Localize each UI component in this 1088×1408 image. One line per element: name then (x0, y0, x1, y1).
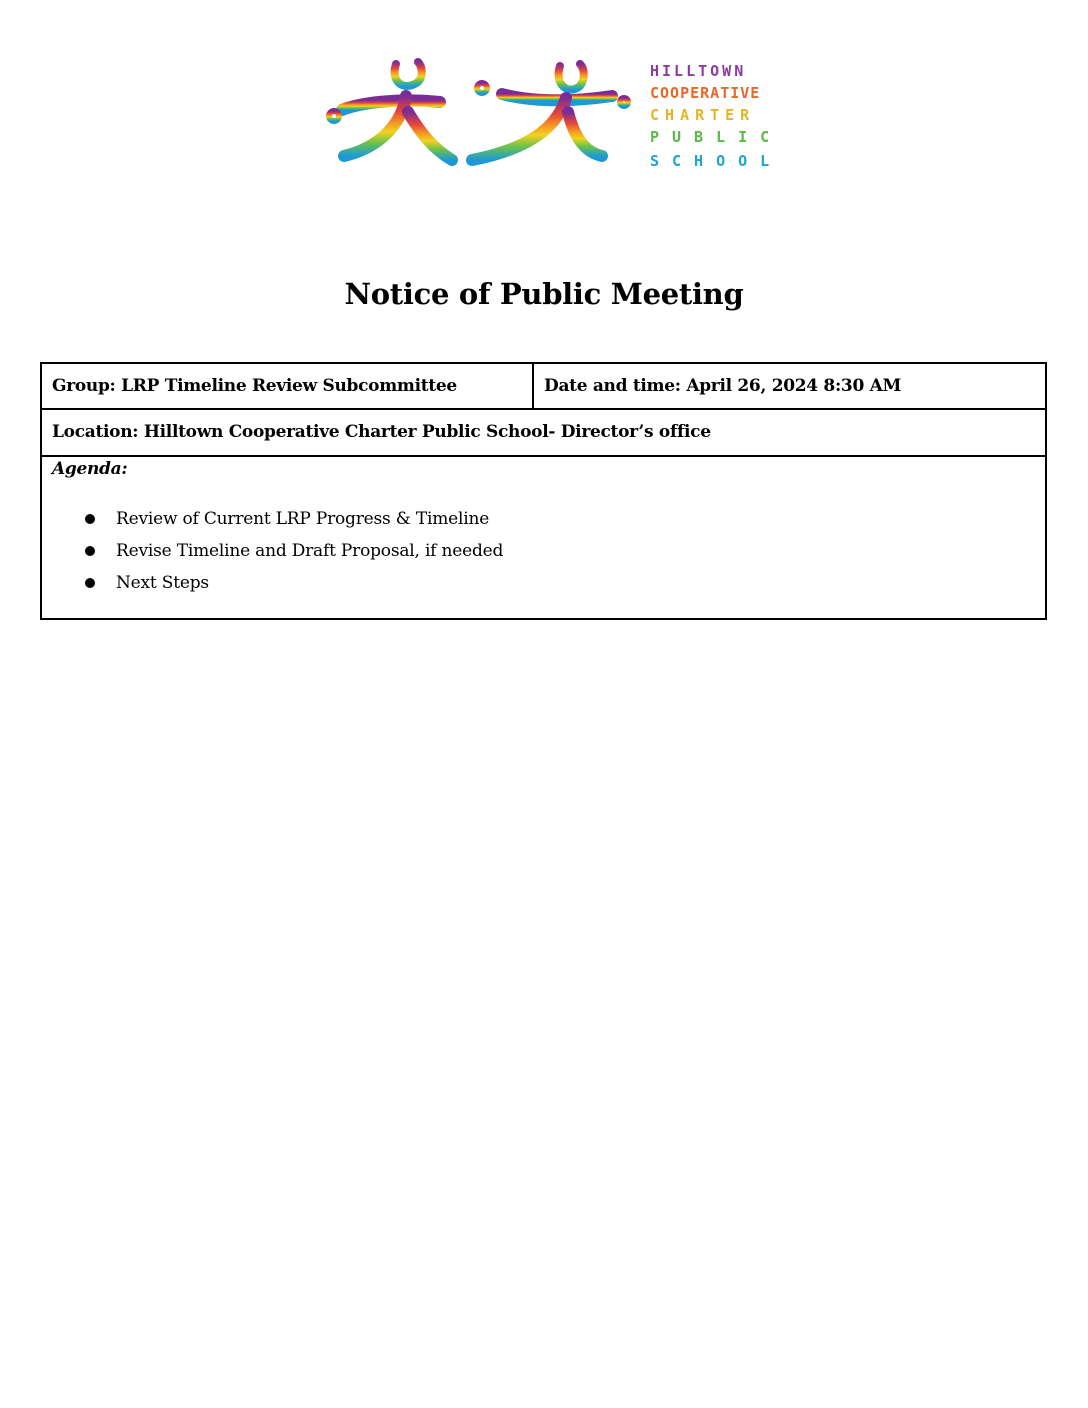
agenda-item-text: Revise Timeline and Draft Proposal, if needed (116, 541, 504, 561)
list-item (52, 503, 1035, 535)
group-cell: Group: LRP Timeline Review Subcommittee (41, 363, 533, 409)
logo-line-3: CHARTER (650, 106, 756, 124)
bullet-icon (85, 514, 95, 524)
page-title: Notice of Public Meeting (344, 277, 744, 311)
agenda-item-text: Review of Current LRP Progress & Timeline (116, 509, 490, 529)
location-cell: Location: Hilltown Cooperative Charter Public School- Director’s office (41, 409, 1046, 456)
list-item (52, 535, 1035, 567)
table-row (41, 363, 1046, 409)
agenda-label: Agenda: (52, 459, 128, 479)
logo-line-4: PUBLIC (650, 128, 783, 146)
meeting-notice-table (40, 362, 1047, 620)
school-logo (322, 52, 792, 180)
logo-wordmark (650, 62, 782, 170)
agenda-cell (41, 456, 1046, 619)
logo-line-5: SCHOOL (650, 152, 783, 170)
bullet-icon (85, 546, 95, 556)
logo-line-1: HILLTOWN (650, 62, 747, 80)
agenda-item-text: Next Steps (116, 573, 209, 593)
logo-line-2: COOPERATIVE (650, 84, 761, 102)
table-row (41, 409, 1046, 456)
date-time-cell: Date and time: April 26, 2024 8:30 AM (533, 363, 1046, 409)
table-row (41, 456, 1046, 619)
bullet-icon (85, 578, 95, 588)
list-item (52, 567, 1035, 599)
agenda-list (52, 503, 1035, 599)
hilltown-logo-figures-icon (322, 52, 792, 180)
